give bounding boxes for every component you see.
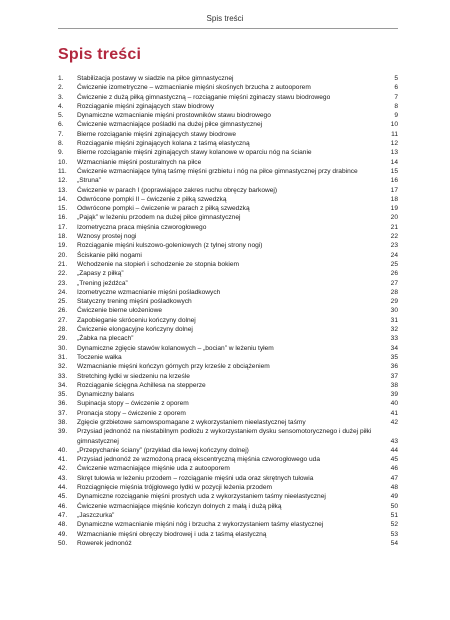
toc-entry-title: „Jaszczurka” [77,511,115,519]
toc-entry[interactable] [58,344,398,353]
toc-entry[interactable] [58,511,398,520]
toc-entry[interactable] [58,251,398,260]
toc-entry-title: Rozciąganie ścięgna Achillesa na stepperze [77,381,206,389]
toc-entry[interactable] [58,530,398,539]
toc-entry[interactable] [58,353,398,362]
toc-entry-page: 7 [394,93,398,101]
toc-entry-title: Ćwiczenie wzmacniające mięśnie kończyn dolnych z małą i dużą piłką [77,502,282,510]
toc-entry-title: „Zapasy z piłką” [77,270,124,278]
toc-entry-page: 44 [390,446,398,454]
toc-entry-number: 15. [58,205,68,213]
toc-entry-page: 11 [391,130,398,138]
toc-entry-title: Zgięcie grzbietowe samowspomagane z wykorzystaniem nieelastycznej taśmy [77,418,306,426]
toc-entry-number: 23. [58,279,68,287]
toc-entry-title: Wzmacnianie mięśni posturalnych na piłce [77,158,202,166]
toc-entry[interactable] [58,167,398,176]
toc-entry[interactable] [58,390,398,399]
toc-entry-page: 10 [390,121,398,129]
toc-entry-page: 15 [390,167,398,175]
toc-entry-title: Ćwiczenie izometryczne – wzmacnianie mięśni skośnych brzucha z autooporem [77,84,311,92]
toc-entry[interactable] [58,306,398,315]
toc-entry-title: Odwrócone pompki II – ćwiczenie z piłką szwedzką [77,195,227,203]
toc-entry[interactable] [58,120,398,129]
toc-entry[interactable] [58,279,398,288]
toc-entry-title: Stabilizacja postawy w siadzie na piłce gimnastycznej [77,75,234,82]
toc-entry-page: 18 [390,195,398,203]
toc-entry-page: 48 [390,484,398,492]
toc-entry-number: 8. [58,140,64,148]
toc-entry-number: 18. [58,233,68,241]
toc-entry[interactable] [58,93,398,102]
toc-entry-page: 25 [390,260,398,268]
toc-entry-number: 26. [58,307,68,315]
toc-entry-page: 12 [390,140,398,148]
toc-entry-number: 32. [58,363,68,371]
toc-entry-number: 42. [58,465,68,473]
toc-entry-title: Supinacja stopy – ćwiczenie z oporem [77,400,189,408]
toc-entry-number: 45. [58,493,68,501]
toc-entry-number: 14. [58,195,68,203]
toc-entry-page: 21 [390,223,398,231]
toc-entry-page: 14 [390,158,398,166]
toc-entry-title: Zapobieganie skróceniu kończyny dolnej [77,316,196,324]
toc-entry-title: Dynamiczny balans [77,391,135,399]
toc-entry[interactable] [58,83,398,92]
toc-entry[interactable] [58,297,398,306]
toc-entry[interactable] [58,474,398,483]
toc-entry[interactable] [58,399,398,408]
toc-entry[interactable] [58,483,398,492]
toc-entry-page: 17 [390,186,398,194]
toc-entry-number: 46. [58,502,68,510]
toc-entry-number: 12. [58,177,68,185]
toc-entry-page: 37 [390,372,398,380]
toc-entry-page: 6 [394,84,398,92]
toc-entry-page: 24 [390,251,398,259]
toc-entry-page: 23 [390,242,398,250]
toc-entry[interactable] [58,111,398,120]
toc-entry-title: Rozciąganie mięśni zginających staw biodrowy [77,102,215,110]
toc-entry-title: Bierne rozciąganie mięśni zginających stawy biodrowe [77,130,237,138]
toc-entry[interactable] [58,223,398,232]
toc-entry-number: 36. [58,400,68,408]
toc-entry-page: 40 [390,400,398,408]
toc-entry-number: 29. [58,335,68,343]
toc-entry-page: 26 [390,270,398,278]
toc-entry-title: Ćwiczenie z dużą piłką gimnastyczną – rozciąganie mięśni zginaczy stawu biodrowego [77,93,331,101]
toc-entry[interactable] [58,176,398,185]
toc-entry-page: 41 [390,409,398,417]
toc-entry[interactable] [58,381,398,390]
toc-entry-number: 6. [58,121,64,129]
toc-entry-title: „Pająk” w leżeniu przodem na dużej piłce gimnastycznej [77,214,241,222]
toc-entry-number: 24. [58,288,68,296]
toc-entry[interactable] [58,74,398,83]
toc-entry[interactable] [58,195,398,204]
toc-entry-number: 9. [58,149,64,157]
toc-entry[interactable] [58,446,398,455]
toc-entry-page: 32 [390,326,398,334]
toc-entry-page: 43 [390,437,398,445]
toc-entry-title: Ćwiczenie wzmacniające mięśnie uda z autooporem [77,465,230,473]
toc-entry-number: 34. [58,381,68,389]
toc-entry-page: 35 [390,353,398,361]
toc-entry-number: 30. [58,344,68,352]
toc-entry-page: 13 [390,149,398,157]
toc-entry[interactable] [58,213,398,222]
toc-entry-number: 13. [58,186,68,194]
toc-entry[interactable] [58,539,398,548]
toc-entry[interactable] [58,232,398,241]
toc-entry-page: 38 [390,381,398,389]
toc-entry-number: 10. [58,158,68,166]
toc-entry-page: 8 [394,102,398,110]
toc-entry-page: 42 [390,418,398,426]
toc-entry-title: Rowerek jednonóż [77,539,132,547]
toc-entry-page: 46 [390,465,398,473]
toc-entry-title: Pronacja stopy – ćwiczenie z oporem [77,409,186,417]
toc-entry-number: 3. [58,93,64,101]
toc-entry-number: 43. [58,474,68,482]
toc-entry-number: 11. [58,167,67,175]
toc-entry-page: 54 [390,539,398,547]
toc-entry-number: 27. [58,316,68,324]
toc-entry[interactable] [58,204,398,213]
toc-entry-page: 19 [390,205,398,213]
table-of-contents [58,74,398,548]
toc-entry-page: 36 [390,363,398,371]
toc-entry-number: 39. [58,428,68,436]
toc-entry-page: 31 [390,316,398,324]
toc-entry-number: 40. [58,446,68,454]
running-header: Spis treści [206,14,244,23]
toc-entry[interactable] [58,520,398,529]
toc-entry-number: 38. [58,418,68,426]
toc-entry-number: 25. [58,298,68,306]
toc-entry-page: 29 [390,298,398,306]
toc-entry-number: 49. [58,530,68,538]
toc-entry-page: 53 [390,530,398,538]
toc-entry-number: 19. [58,242,68,250]
toc-entry-page: 20 [390,214,398,222]
toc-entry[interactable] [58,334,398,343]
toc-entry-title: Odwrócone pompki – ćwiczenie w parach z piłką szwedzką [77,205,250,213]
toc-entry-title: „Żabka na plecach” [77,335,134,343]
toc-entry-title: Wzmacnianie mięśni obręczy biodrowej i uda z taśmą elastyczną [77,530,267,538]
toc-entry-title: „Trening jeźdźca” [77,279,128,287]
toc-entry-number: 7. [58,130,64,138]
page-title: Spis treści [58,46,142,63]
toc-entry-number: 37. [58,409,68,417]
toc-entry-title: Ćwiczenie wzmacniające pośladki na dużej piłce gimnastycznej [77,121,263,129]
toc-entry-page: 28 [390,288,398,296]
toc-entry[interactable] [58,260,398,269]
toc-entry-page: 52 [390,521,398,529]
toc-entry[interactable] [58,139,398,148]
toc-entry-number: 50. [58,539,68,547]
toc-entry[interactable] [58,316,398,325]
toc-entry-number: 35. [58,391,68,399]
toc-entry-page: 16 [390,177,398,185]
toc-entry[interactable] [58,158,398,167]
toc-entry[interactable] [58,148,398,157]
toc-entry-title: Rozciągnięcie mięśnia trójgłowego łydki w pozycji leżenia przodem [77,484,272,492]
toc-entry[interactable] [58,492,398,501]
toc-entry-title: Ćwiczenie w parach I (poprawiające zakres ruchu obręczy barkowej) [77,186,278,194]
toc-entry-title: Wznosy prostej nogi [77,233,137,241]
toc-entry-title: Rozciąganie mięśni zginających kolana z taśmą elastyczną [77,140,250,148]
toc-entry-title: Przysiad jednonóż ze wzmożoną pracą ekscentryczną mięśnia czworogłowego uda [77,456,320,464]
toc-entry-title: Ćwiczenie bierne ułożeniowe [77,307,163,315]
toc-entry-number: 48. [58,521,68,529]
toc-entry-title: Ćwiczenie elongacyjne kończyny dolnej [77,326,193,334]
toc-entry[interactable] [58,455,398,464]
toc-entry-number: 21. [58,260,68,268]
toc-entry[interactable] [58,409,398,418]
toc-entry[interactable] [58,464,398,473]
toc-entry[interactable] [58,130,398,139]
toc-entry-page: 33 [390,335,398,343]
toc-entry[interactable] [58,325,398,334]
toc-entry-number: 33. [58,372,68,380]
toc-entry-number: 47. [58,511,68,519]
toc-entry-number: 4. [58,102,64,110]
toc-entry-page: 47 [390,474,398,482]
toc-entry-number: 2. [58,84,64,92]
toc-entry[interactable] [58,427,398,446]
toc-entry-title: Toczenie wałka [77,353,122,361]
toc-entry-title: Dynamiczne zgięcie stawów kolanowych – „bocian” w leżeniu tyłem [77,344,274,352]
toc-entry-page: 39 [390,391,398,399]
toc-entry-number: 1. [58,75,64,82]
toc-entry-title: Dynamiczne rozciąganie mięśni prostych uda z wykorzystaniem taśmy nieelastycznej [77,493,326,501]
toc-entry-page: 50 [390,502,398,510]
toc-entry-title: Skręt tułowia w leżeniu przodem – rozciąganie mięśni uda oraz skrętnych tułowia [77,474,314,482]
toc-entry-page: 45 [390,456,398,464]
toc-entry-title: Izometryczna praca mięśnia czworogłowego [77,223,207,231]
toc-entry-number: 44. [58,484,68,492]
toc-entry-title: Statyczny trening mięśni pośladkowych [77,298,192,306]
toc-entry[interactable] [58,186,398,195]
toc-entry-title: Izometryczne wzmacnianie mięśni pośladkowych [77,288,221,296]
toc-entry-title: Dynamiczne wzmacnianie mięśni prostowników stawu biodrowego [77,112,271,120]
toc-entry-title: Ściskanie piłki nogami [77,251,142,259]
toc-entry-title: Wzmacnianie mięśni kończyn górnych przy krześle z obciążeniem [77,363,270,371]
toc-entry[interactable] [58,241,398,250]
toc-entry[interactable] [58,418,398,427]
header-divider [58,28,398,29]
toc-entry-page: 34 [390,344,398,352]
toc-entry-number: 5. [58,112,64,120]
toc-entry-title: Wchodzenie na stopień i schodzenie ze stopnia bokiem [77,260,240,268]
toc-entry[interactable] [58,372,398,381]
toc-entry-number: 31. [58,353,68,361]
toc-entry-title: Dynamiczne wzmacnianie mięśni nóg i brzucha z wykorzystaniem taśmy elastycznej [77,521,324,529]
toc-entry-number: 20. [58,251,68,259]
toc-entry-page: 5 [394,75,398,82]
toc-entry-page: 9 [394,112,398,120]
toc-entry[interactable] [58,502,398,511]
toc-entry-page: 30 [390,307,398,315]
toc-entry-page: 27 [390,279,398,287]
toc-entry-number: 41. [58,456,68,464]
toc-entry-title: Ćwiczenie wzmacniające tylną taśmę mięśni grzbietu i nóg na piłce gimnastycznej przy drabince [77,167,358,175]
toc-entry-page: 51 [390,511,398,519]
toc-entry-title: Rozciąganie mięśni kulszowo-goleniowych (z tylnej strony nogi) [77,242,263,250]
toc-entry-number: 16. [58,214,68,222]
toc-entry-title: Bierne rozciąganie mięśni zginających stawy kolanowe w oparciu nóg na ścianie [77,149,312,157]
toc-entry-number: 17. [58,223,68,231]
toc-entry-title: Przysiad jednonóż na niestabilnym podłożu z wykorzystaniem dysku sensomotorycznego i dużej piłki gimnastycznej [77,428,372,445]
toc-entry-page: 49 [390,493,398,501]
toc-entry-page: 22 [390,233,398,241]
toc-entry-number: 22. [58,270,68,278]
toc-entry[interactable] [58,102,398,111]
toc-entry[interactable] [58,288,398,297]
toc-entry-title: Stretching łydki w siedzeniu na krześle [77,372,190,380]
toc-entry[interactable] [58,269,398,278]
toc-entry[interactable] [58,362,398,371]
toc-entry-title: „Struna” [77,177,101,185]
toc-entry-number: 28. [58,326,68,334]
toc-entry-title: „Przepychanie ściany” (przykład dla lewej kończyny dolnej) [77,446,249,454]
